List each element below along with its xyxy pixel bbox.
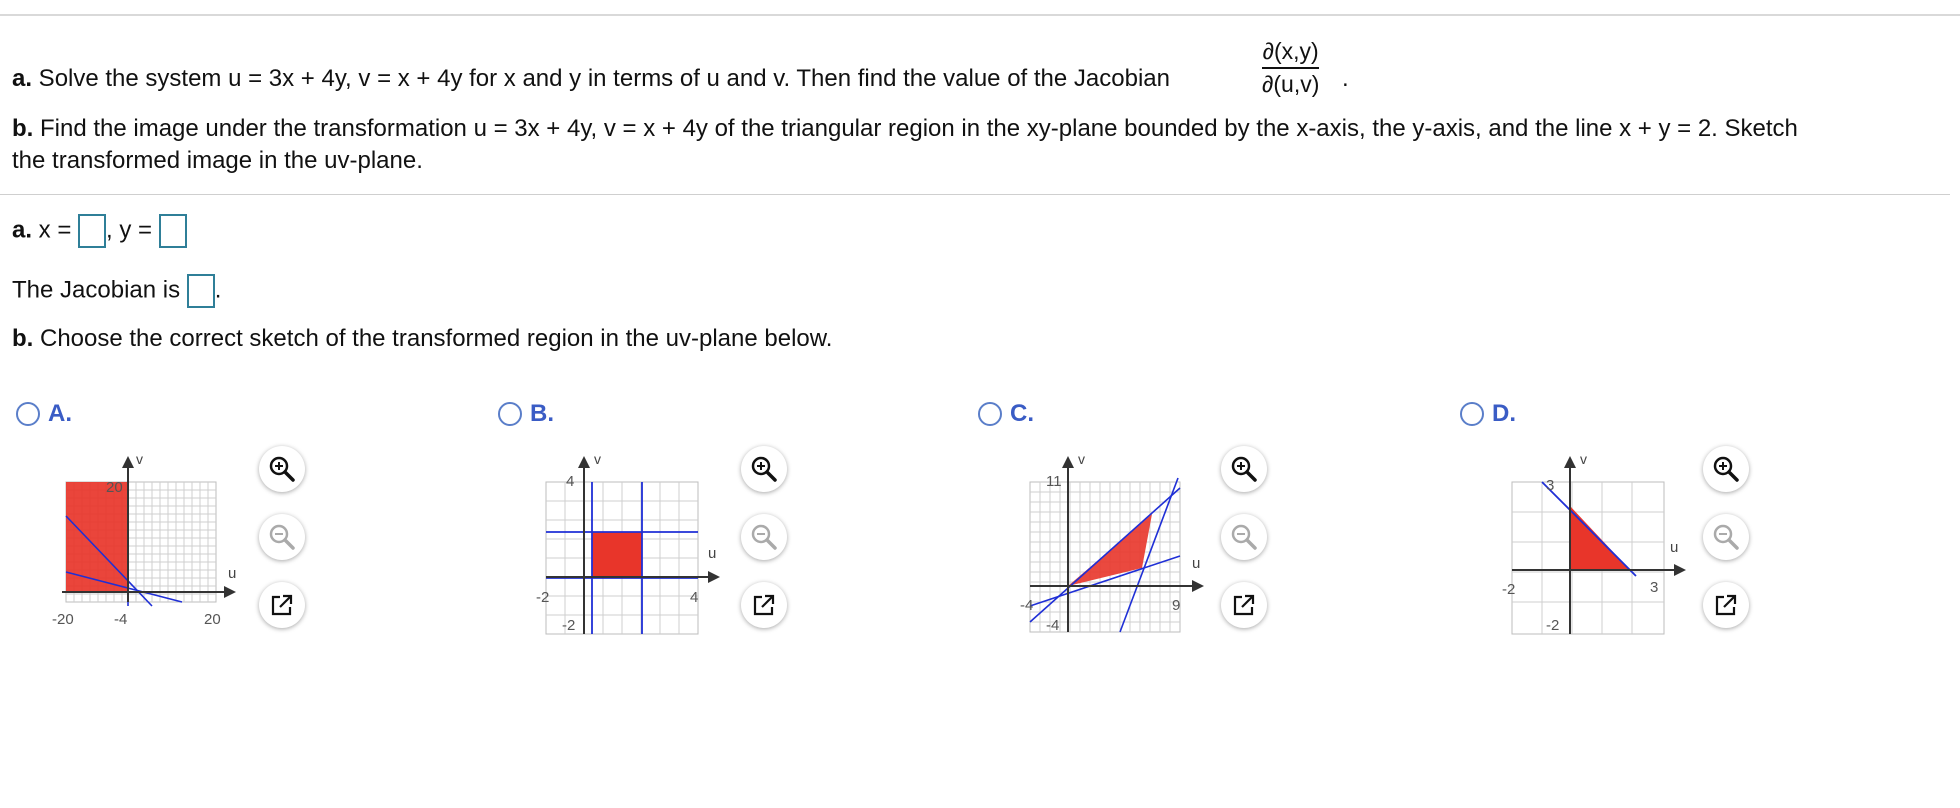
x-label: x = bbox=[32, 216, 72, 244]
zoom-in-button-b[interactable] bbox=[741, 446, 787, 492]
question-part-b bbox=[12, 114, 1798, 144]
popout-icon bbox=[751, 592, 777, 618]
graph-a-v-label: v bbox=[136, 451, 143, 467]
jacobian-end: . bbox=[214, 276, 222, 304]
zoom-in-button-c[interactable] bbox=[1221, 446, 1267, 492]
graph-c-u-arrow bbox=[1192, 580, 1204, 592]
option-b[interactable] bbox=[498, 400, 554, 428]
zoom-out-button-a[interactable] bbox=[259, 514, 305, 560]
graph-b-v-label: v bbox=[594, 451, 601, 467]
option-a-radio[interactable] bbox=[16, 402, 40, 426]
option-c-radio[interactable] bbox=[978, 402, 1002, 426]
graph-option-c bbox=[1020, 446, 1210, 636]
zoom-in-icon bbox=[1711, 454, 1741, 484]
fraction-denominator: ∂(u,v) bbox=[1262, 71, 1320, 97]
jacobian-fraction bbox=[1262, 38, 1319, 98]
graph-d-tick-left: -2 bbox=[1502, 581, 1516, 598]
option-c-label: C. bbox=[1010, 400, 1034, 427]
zoom-out-icon bbox=[749, 522, 779, 552]
graph-a-u-arrow bbox=[224, 586, 236, 598]
graph-b-tick-bottom: -2 bbox=[562, 617, 576, 634]
option-b-label: B. bbox=[530, 400, 554, 427]
popout-button-c[interactable] bbox=[1221, 582, 1267, 628]
popout-icon bbox=[1713, 592, 1739, 618]
part-b-line2: the transformed image in the uv-plane. bbox=[12, 147, 423, 174]
popout-icon bbox=[269, 592, 295, 618]
graph-a-v-arrow bbox=[122, 456, 134, 468]
graph-d-u-arrow bbox=[1674, 564, 1686, 576]
zoom-out-button-c[interactable] bbox=[1221, 514, 1267, 560]
option-d-label: D. bbox=[1492, 400, 1516, 427]
graph-b-tick-top: 4 bbox=[566, 473, 575, 490]
part-b-prefix: b. bbox=[12, 115, 34, 142]
zoom-out-button-b[interactable] bbox=[741, 514, 787, 560]
zoom-out-icon bbox=[1711, 522, 1741, 552]
graph-a-tick-right: 20 bbox=[204, 611, 221, 628]
graph-c-tick-top: 11 bbox=[1046, 473, 1062, 490]
option-c[interactable] bbox=[978, 400, 1034, 428]
answer-a-row bbox=[12, 214, 187, 248]
graph-d-tick-top: 3 bbox=[1546, 477, 1555, 494]
graph-b-tick-right: 4 bbox=[690, 589, 699, 606]
jacobian-label: The Jacobian is bbox=[12, 276, 181, 304]
zoom-out-icon bbox=[1229, 522, 1259, 552]
zoom-out-icon bbox=[267, 522, 297, 552]
graph-d-tick-right: 3 bbox=[1650, 579, 1659, 596]
graph-c-v-arrow bbox=[1062, 456, 1074, 468]
graph-c-tick-bottom: -4 bbox=[1046, 617, 1060, 634]
graph-option-d bbox=[1502, 446, 1692, 636]
option-a[interactable] bbox=[16, 400, 72, 428]
jacobian-answer-input[interactable] bbox=[187, 274, 215, 308]
option-d-radio[interactable] bbox=[1460, 402, 1484, 426]
part-b-line1: Find the image under the transformation u = 3x + 4y, v = x + 4y of the triangular region in the xy-plane bounded by the x-axis, the y-axis, and the line x + y = 2. Sketch bbox=[33, 115, 1798, 142]
graph-c-u-label: u bbox=[1192, 555, 1201, 572]
part-a-prefix: a. bbox=[12, 65, 33, 92]
graph-b-region bbox=[592, 532, 642, 578]
answer-b-row bbox=[12, 324, 832, 354]
graph-d-v-label: v bbox=[1580, 451, 1587, 467]
graph-option-b bbox=[536, 446, 726, 636]
zoom-in-button-a[interactable] bbox=[259, 446, 305, 492]
graph-a-region bbox=[66, 482, 128, 592]
option-d[interactable] bbox=[1460, 400, 1516, 428]
option-b-radio[interactable] bbox=[498, 402, 522, 426]
graph-d-tick-bottom: -2 bbox=[1546, 617, 1560, 634]
zoom-in-icon bbox=[1229, 454, 1259, 484]
graph-a-tick-top: 20 bbox=[106, 479, 123, 496]
fraction-bar bbox=[1262, 67, 1319, 69]
popout-button-b[interactable] bbox=[741, 582, 787, 628]
question-divider bbox=[0, 194, 1950, 195]
answer-b-text: Choose the correct sketch of the transformed region in the uv-plane below. bbox=[33, 325, 833, 352]
graph-d-u-label: u bbox=[1670, 539, 1679, 556]
y-label: , y = bbox=[106, 216, 153, 244]
graph-option-a bbox=[52, 446, 242, 636]
zoom-in-icon bbox=[267, 454, 297, 484]
answer-a-prefix: a. bbox=[12, 216, 33, 244]
y-answer-input[interactable] bbox=[159, 214, 187, 248]
part-a-end: . bbox=[1342, 65, 1349, 92]
zoom-out-button-d[interactable] bbox=[1703, 514, 1749, 560]
graph-d-v-arrow bbox=[1564, 456, 1576, 468]
graph-c-tick-left: -4 bbox=[1020, 597, 1034, 614]
answer-b-prefix: b. bbox=[12, 325, 34, 352]
graph-b-v-arrow bbox=[578, 456, 590, 468]
zoom-in-button-d[interactable] bbox=[1703, 446, 1749, 492]
graph-b-tick-left: -2 bbox=[536, 589, 550, 606]
fraction-numerator: ∂(x,y) bbox=[1262, 38, 1319, 64]
graph-c-lines bbox=[1030, 478, 1180, 632]
graph-c-v-label: v bbox=[1078, 451, 1085, 467]
popout-button-d[interactable] bbox=[1703, 582, 1749, 628]
top-divider bbox=[0, 14, 1960, 16]
jacobian-row bbox=[12, 274, 221, 308]
popout-icon bbox=[1231, 592, 1257, 618]
zoom-in-icon bbox=[749, 454, 779, 484]
graph-c-tick-right: 9 bbox=[1172, 597, 1181, 614]
part-a-text: Solve the system u = 3x + 4y, v = x + 4y for x and y in terms of u and v. Then find the value of the Jacobian bbox=[32, 65, 1170, 92]
option-a-label: A. bbox=[48, 400, 72, 427]
graph-b-u-arrow bbox=[708, 571, 720, 583]
graph-a-tick-bottom: -4 bbox=[114, 611, 128, 628]
x-answer-input[interactable] bbox=[78, 214, 106, 248]
graph-a-u-label: u bbox=[228, 565, 237, 582]
graph-b-u-label: u bbox=[708, 545, 717, 562]
popout-button-a[interactable] bbox=[259, 582, 305, 628]
question-part-a bbox=[12, 64, 1170, 94]
graph-a-tick-left: -20 bbox=[52, 611, 74, 628]
